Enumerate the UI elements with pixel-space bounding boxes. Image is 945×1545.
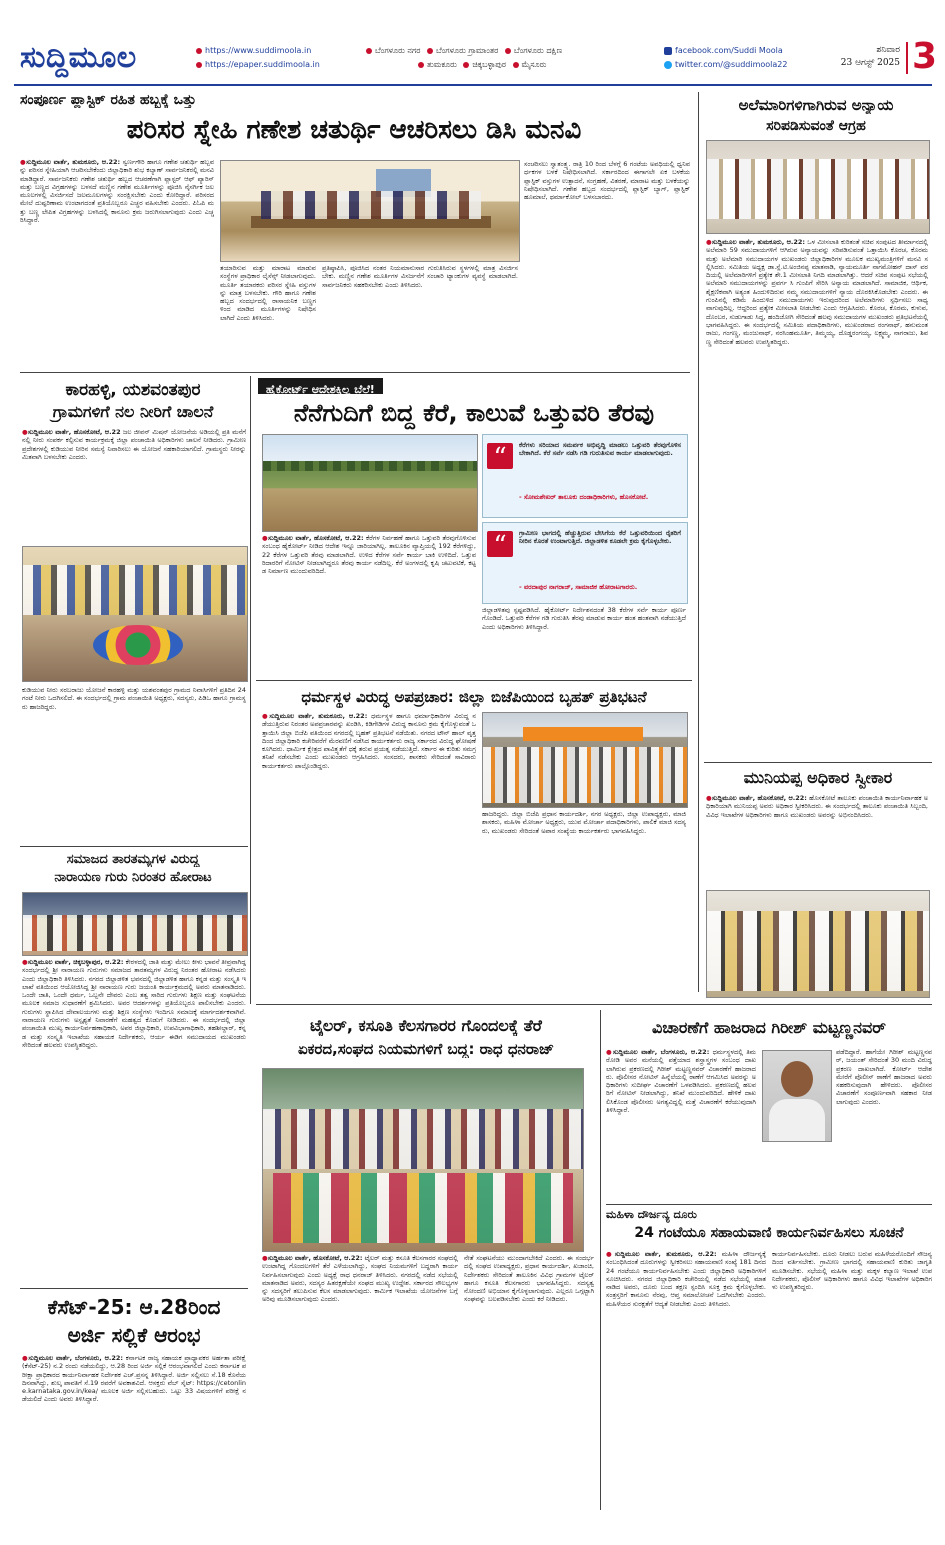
website-link[interactable]: https://www.suddimoola.in [205, 46, 312, 55]
ganesha-col2: ತಯಾರಿಸುವ ಮತ್ತು ಮಾರಾಟ ಮಾಡುವ ಸಂಸ್ಥೆಗಳ ಪ್ರಾಧಿಕಾರ ಲೈಸೆನ್ಸ್ ನೀಡಲಾಗುವುದು. ಮೂರ್ತಿ ತಯಾರಕರು ಪರಿಸರ ಸ್ನೇಹಿ ವಸ್ತುಗಳನ್ನು ಮಾತ್ರ ಬಳಸಬೇಕು. ಗೌರಿ ಹಾಗೂ ಗಣೇಶ ಹಬ್ಬದ ಸಂದರ್ಭದಲ್ಲಿ ರಾಸಾಯನಿಕ ಬಣ್ಣಗಳಿಂದ ಮಾಡಿದ ಮೂರ್ತಿಗಳನ್ನು ನಿಷೇಧಿಸಲಾಗಿದೆ ಎಂದು ತಿಳಿಸಿದರು. [220, 264, 316, 322]
quote2-author: - ವರದಾಪುರ ನಾಗರಾಜ್, ಸಾಮಾಜಿಕ ಹೋರಾಟಗಾರರು. [519, 583, 638, 591]
muniyappa-text: ಹೊಸಕೋಟೆ ತಾಲೂಕು ಪಂಚಾಯಿತಿ ಕಾರ್ಯನಿರ್ವಾಹಕ ಅಧಿಕಾರಿಯಾಗಿ ಮುನಿಯಪ್ಪ ಅವರು ಅಧಿಕಾರ ಸ್ವೀಕರಿಸಿದರು. ಈ ಸಂದರ್ಭದಲ್ಲಿ ತಾಲೂಕು ಪಂಚಾಯಿತಿ ಸಿಬ್ಬಂದಿ, ವಿವಿಧ ಇಲಾಖೆಗಳ ಅಧಿಕಾರಿಗಳು ಹಾಗೂ ಮುಖಂಡರು ಅವರನ್ನು ಅಭಿನಂದಿಸಿದರು. [706, 794, 928, 819]
masthead [14, 36, 938, 80]
helpline-headline: 24 ಗಂಟೆಯೂ ಸಹಾಯವಾಣಿ ಕಾರ್ಯನಿರ್ವಹಿಸಲು ಸೂಚನೆ [634, 1225, 904, 1241]
date: 23 ಆಗಸ್ಟ್ 2025 [840, 58, 900, 68]
rangoli-photo [22, 546, 248, 682]
quote-icon: “ [487, 531, 513, 557]
web-links [196, 44, 320, 72]
karahalli-byline: ಸುದ್ದಿಮೂಲ ವಾರ್ತೆ, ಹೊಸಕೋಟೆ, ಆ.22 [27, 428, 121, 436]
edition-item: ಬೆಂಗಳೂರು ದಕ್ಷಿಣ [513, 46, 563, 55]
girish-col2: ಪಡೆದಿದ್ದಾರೆ. ಹಾಗೆಯೇ ಗಿರೀಶ್ ಮಟ್ಟಣ್ಣನವರ್, ಜಯಂತ್ ಸೇರಿದಂತೆ 30 ಮಂದಿ ವಿರುದ್ಧ ಪ್ರಕರಣ ದಾಖಲಾಗಿದೆ. ಕೋರ್ಟ್ ಆದೇಶ ಮೇರೆಗೆ ಪೊಲೀಸ್ ಠಾಣೆಗೆ ಹಾಜರಾದ ಅವರು ಸಹಕರಿಸುವುದಾಗಿ ಹೇಳಿದರು. ಪೊಲೀಸರ ವಿಚಾರಣೆಗೆ ಸಂಪೂರ್ಣವಾಗಿ ಸಹಕಾರ ನೀಡಲಾಗುವುದು ಎಂದರು. [836, 1048, 932, 1106]
cet-headline-1: ಕೆಸೆಟ್-25: ಆ.28ರಿಂದ [47, 1295, 221, 1319]
edition-item: ಬೆಂಗಳೂರು ಗ್ರಾಮಾಂತರ [435, 46, 499, 55]
portrait-photo [762, 1050, 832, 1142]
helpline-text1: ಮಹಿಳಾ ದೌರ್ಜನ್ಯಕ್ಕೆ ಸಂಬಂಧಿಸಿದಂತೆ ದೂರುಗಳನ್ನು ಸ್ವೀಕರಿಸಲು ಸಹಾಯವಾಣಿ ಸಂಖ್ಯೆ 181 ದಿನದ 24 ಗಂಟೆಯೂ ಕಾರ್ಯನಿರ್ವಹಿಸಬೇಕು ಎಂದು ಜಿಲ್ಲಾಧಿಕಾರಿ ಅಧಿಕಾರಿಗಳಿಗೆ ಸೂಚಿಸಿದರು. ನಗರದ ಜಿಲ್ಲಾಧಿಕಾರಿ ಕಚೇರಿಯಲ್ಲಿ ನಡೆದ ಸಭೆಯಲ್ಲಿ ಮಾತನಾಡಿದ ಅವರು, ದೂರು ಬಂದ ತಕ್ಷಣ ಸ್ಪಂದಿಸಿ ಸೂಕ್ತ ಕ್ರಮ ಕೈಗೊಳ್ಳಬೇಕು. ಸಂತ್ರಸ್ತರಿಗೆ ಕಾನೂನು ನೆರವು, ಆಪ್ತ ಸಮಾಲೋಚನೆ ಒದಗಿಸಬೇಕು ಎಂದರು. ಮಹಿಳೆಯರ ಸುರಕ್ಷತೆಗೆ ಆದ್ಯತೆ ನೀಡಬೇಕು ಎಂದು ತಿಳಿಸಿದರು. [606, 1250, 766, 1308]
girish-col1: ●ಸುದ್ದಿಮೂಲ ವಾರ್ತೆ, ಬೆಂಗಳೂರು, ಆ.22: ಧರ್ಮಸ್ಥಳದಲ್ಲಿ ತಿಮರೋಡಿ ಅವರ ಮನೆಯಲ್ಲಿ ಪತ್ತೆಯಾದ ಶಸ್ತ್ರಾಸ್ತ್ರಗಳ ಸಂಬಂಧ ದಾಖಲಾಗಿರುವ ಪ್ರಕರಣದಲ್ಲಿ ಗಿರೀಶ್ ಮಟ್ಟಣ್ಣನವರ್ ವಿಚಾರಣೆಗೆ ಹಾಜರಾದರು. ಪೊಲೀಸರ ನೋಟಿಸ್ ಹಿನ್ನೆಲೆಯಲ್ಲಿ ಠಾಣೆಗೆ ಆಗಮಿಸಿದ ಅವರನ್ನು ಅಧಿಕಾರಿಗಳು ಸುದೀರ್ಘ ವಿಚಾರಣೆಗೆ ಒಳಪಡಿಸಿದರು. ಪ್ರಕರಣದಲ್ಲಿ ಹಲವರಿಗೆ ನೋಟಿಸ್ ನೀಡಲಾಗಿದ್ದು, ತನಿಖೆ ಮುಂದುವರಿದಿದೆ. ಹೇಳಿಕೆ ದಾಖಲಿಸಿಕೊಂಡ ಪೊಲೀಸರು ಅಗತ್ಯವಿದ್ದಲ್ಲಿ ಮತ್ತೆ ವಿಚಾರಣೆಗೆ ಕರೆಯುವುದಾಗಿ ತಿಳಿಸಿದ್ದಾರೆ. [606, 1048, 756, 1115]
protest-photo [482, 712, 688, 808]
editions [366, 44, 562, 72]
narayanaguru-text: ಕೇರಳದಲ್ಲಿ ಜಾತಿ ಮತ್ತು ಮೇಲು ಕೀಳು ಭಾವನೆ ತೀವ್ರವಾಗಿದ್ದ ಸಂದರ್ಭದಲ್ಲಿ ಶ್ರೀ ನಾರಾಯಣ ಗುರುಗಳು ಸಮಾಜದ ತಾರತಮ್ಯಗಳ ವಿರುದ್ಧ ನಿರಂತರ ಹೋರಾಟ ನಡೆಸಿದರು ಎಂದು ಜಿಲ್ಲಾಧಿಕಾರಿ ತಿಳಿಸಿದರು. ನಗರದ ಜಿಲ್ಲಾಡಳಿತ ಭವನದಲ್ಲಿ ಜಿಲ್ಲಾಡಳಿತ ಹಾಗೂ ಕನ್ನಡ ಮತ್ತು ಸಂಸ್ಕೃತಿ ಇಲಾಖೆ ವತಿಯಿಂದ ಆಯೋಜಿಸಿದ್ದ ಶ್ರೀ ನಾರಾಯಣ ಗುರು ಜಯಂತಿ ಕಾರ್ಯಕ್ರಮದಲ್ಲಿ ಅವರು ಮಾತನಾಡಿದರು. ಒಂದೇ ಜಾತಿ, ಒಂದೇ ಧರ್ಮ, ಒಬ್ಬನೇ ದೇವರು ಎಂಬ ತತ್ವ ಸಾರಿದ ಗುರುಗಳು ಶಿಕ್ಷಣ ಮತ್ತು ಸಂಘಟನೆಯ ಮೂಲಕ ಸಮಾಜ ಸುಧಾರಣೆಗೆ ಶ್ರಮಿಸಿದರು. ಅವರ ಆದರ್ಶಗಳನ್ನು ಪ್ರತಿಯೊಬ್ಬರೂ ಪಾಲಿಸಬೇಕು ಎಂದರು. ಗುರುಗಳು ಸ್ಥಾಪಿಸಿದ ದೇವಾಲಯಗಳು ಮತ್ತು ಶಿಕ್ಷಣ ಸಂಸ್ಥೆಗಳು ಇಂದಿಗೂ ಸಮಾಜಕ್ಕೆ ಮಾರ್ಗದರ್ಶಕವಾಗಿವೆ. ನಾರಾಯಣ ಗುರುಗಳು ಅಸ್ಪೃಶ್ಯತೆ ನಿವಾರಣೆಗೆ ಮಹತ್ವದ ಕೊಡುಗೆ ನೀಡಿದರು. ಈ ಸಂದರ್ಭದಲ್ಲಿ ಜಿಲ್ಲಾ ಪಂಚಾಯಿತಿ ಮುಖ್ಯ ಕಾರ್ಯನಿರ್ವಹಣಾಧಿಕಾರಿ, ಅಪರ ಜಿಲ್ಲಾಧಿಕಾರಿ, ಉಪವಿಭಾಗಾಧಿಕಾರಿ, ತಹಶೀಲ್ದಾರ್, ಕನ್ನಡ ಮತ್ತು ಸಂಸ್ಕೃತಿ ಇಲಾಖೆಯ ಸಹಾಯಕ ನಿರ್ದೇಶಕರು, ಆರ್ಯ ಈಡಿಗ ಸಮುದಾಯದ ಮುಖಂಡರು ಸೇರಿದಂತೆ ಹಲವರು ಉಪಸ್ಥಿತರಿದ್ದರು. [22, 958, 246, 1049]
day: ಶನಿವಾರ [876, 45, 900, 55]
karahalli-text1: ಜಲ ಜೀವನ್ ಮಿಷನ್ ಯೋಜನೆಯ ಅಡಿಯಲ್ಲಿ ಪ್ರತಿ ಮನೆಗೆ ನಲ್ಲಿ ನೀರು ಸಂಪರ್ಕ ಕಲ್ಪಿಸುವ ಕಾರ್ಯಕ್ರಮಕ್ಕೆ ಜಿಲ್ಲಾ ಪಂಚಾಯಿತಿ ಅಧಿಕಾರಿಗಳು ಚಾಲನೆ ನೀಡಿದರು. ಗ್ರಾಮೀಣ ಪ್ರದೇಶಗಳಲ್ಲಿ ಕುಡಿಯುವ ನೀರಿನ ಸಮಸ್ಯೆ ನಿವಾರಿಸಲು ಈ ಯೋಜನೆ ಸಹಕಾರಿಯಾಗಲಿದೆ. ಗ್ರಾಮಸ್ಥರು ನೀರನ್ನು ಮಿತವಾಗಿ ಬಳಸಬೇಕು ಎಂದರು. [22, 428, 246, 461]
ganesha-col4: ಸಂಚರಿಸಲು ಸ್ವಾತಂತ್ರ್ಯ. ರಾತ್ರಿ 10 ರಿಂದ ಬೆಳಗ್ಗೆ 6 ಗಂಟೆಯ ಅವಧಿಯಲ್ಲಿ ಧ್ವನಿವರ್ಧಕಗಳ ಬಳಕೆ ನಿಷೇಧಿಸಲಾಗಿದೆ. ಸರ್ಕಾರದಿಂದ ಈಗಾಗಲೇ ಏಕ ಬಳಕೆಯ ಪ್ಲಾಸ್ಟಿಕ್ ವಸ್ತುಗಳ ಉತ್ಪಾದನೆ, ಸಂಗ್ರಹಣೆ, ವಿತರಣೆ, ಮಾರಾಟ ಮತ್ತು ಬಳಕೆಯನ್ನು ನಿಷೇಧಿಸಲಾಗಿದೆ. ಗಣೇಶ ಹಬ್ಬದ ಸಂದರ್ಭದಲ್ಲಿ ಪ್ಲಾಸ್ಟಿಕ್ ಬ್ಯಾಗ್, ಪ್ಲಾಸ್ಟಿಕ್ ಹೂಮಾಲೆ, ಥರ್ಮಾಕೋಲ್ ಬಳಸಬಾರದು. [524, 160, 690, 202]
karahalli-text2: ಕುಡಿಯುವ ನೀರು ಸರಬರಾಜು ಯೋಜನೆ ಕಾರಹಳ್ಳಿ ಮತ್ತು ಯಶವಂತಪುರ ಗ್ರಾಮದ ನಿವಾಸಿಗಳಿಗೆ ಪ್ರತಿದಿನ 24 ಗಂಟೆ ನೀರು ಒದಗಿಸಲಿದೆ. ಈ ಸಂದರ್ಭದಲ್ಲಿ ಗ್ರಾಮ ಪಂಚಾಯಿತಿ ಅಧ್ಯಕ್ಷರು, ಸದಸ್ಯರು, ಪಿಡಿಒ ಹಾಗೂ ಗ್ರಾಮಸ್ಥರು ಹಾಜರಿದ್ದರು. [22, 686, 246, 711]
ganesha-text-col1: ಸ್ವರ್ಣಗೌರಿ ಹಾಗೂ ಗಣೇಶ ಚತುರ್ಥಿ ಹಬ್ಬವನ್ನು ಪರಿಸರ ಸ್ನೇಹಿಯಾಗಿ ಆಚರಿಸಬೇಕೆಂದು ಜಿಲ್ಲಾಧಿಕಾರಿ ಶುಭ ಕಲ್ಯಾಣ್ ಸಾರ್ವಜನಿಕರಲ್ಲಿ ಮನವಿ ಮಾಡಿದ್ದಾರೆ. ಸಾರ್ವಜನಿಕರು ಗಣೇಶ ಚತುರ್ಥಿ ಹಬ್ಬದ ಆಚರಣೆಗಾಗಿ ಪ್ಲಾಸ್ಟರ್ ಆಫ್ ಪ್ಯಾರಿಸ್ ಮತ್ತು ಬಣ್ಣದ ವಿಗ್ರಹಗಳನ್ನು ಬಳಸದೆ ಮಣ್ಣಿನ ಗಣೇಶ ಮೂರ್ತಿಗಳನ್ನು ಪೂಜಿಸಿ ನೈಸರ್ಗಿಕ ಜಲಮೂಲಗಳಲ್ಲಿ ವಿಸರ್ಜಿಸದೆ ಜಲಮೂಲಗಳನ್ನು ಸಂರಕ್ಷಿಸಬೇಕು ಎಂದು ಕೋರಿದ್ದಾರೆ. ಪರಿಸರದ ಮೇಲೆ ದುಷ್ಪರಿಣಾಮ ಉಂಟಾಗದಂತೆ ಪ್ರತಿಯೊಬ್ಬರೂ ಎಚ್ಚರ ವಹಿಸಬೇಕು ಎಂದರು. ಪಿಓಪಿ ಮತ್ತು ಬಣ್ಣ ಲೇಪಿತ ವಿಗ್ರಹಗಳನ್ನು ಬಳಸಿದಲ್ಲಿ ಕಾನೂನು ಕ್ರಮ ಜರುಗಿಸಲಾಗುವುದು ಎಂದು ಎಚ್ಚರಿಸಿದ್ದಾರೆ. [20, 158, 214, 225]
edition-item: ಬೆಂಗಳೂರು ನಗರ [375, 46, 421, 55]
masthead-rule [14, 84, 932, 86]
felicitation-people [707, 911, 929, 991]
tailors-headline-1: ಟೈಲರ್, ಕಸೂತಿ ಕೆಲಸಗಾರರ ಗೊಂದಲಕ್ಕೆ ತೆರೆ [310, 1016, 542, 1035]
felicitation-photo [706, 890, 930, 998]
rule-tailors-right [600, 1010, 601, 1510]
tailors-byline: ಸುದ್ದಿಮೂಲ ವಾರ್ತೆ, ಹೊಸಕೋಟೆ, ಆ.22: [267, 1254, 363, 1262]
rule-karahalli [20, 846, 248, 847]
facebook-link[interactable]: facebook.com/Suddi Moola [675, 46, 783, 55]
ganesha-col1: ●ಸುದ್ದಿಮೂಲ ವಾರ್ತೆ, ತುಮಕೂರು, ಆ.22: ಸ್ವರ್ಣಗೌರಿ ಹಾಗೂ ಗಣೇಶ ಚತುರ್ಥಿ ಹಬ್ಬವನ್ನು ಪರಿಸರ ಸ್ನೇಹಿಯಾಗಿ ಆಚರಿಸಬೇಕೆಂದು ಜಿಲ್ಲಾಧಿಕಾರಿ ಶುಭ ಕಲ್ಯಾಣ್ ಸಾರ್ವಜನಿಕರಲ್ಲಿ ಮನವಿ ಮಾಡಿದ್ದಾರೆ. ಸಾರ್ವಜನಿಕರು ಗಣೇಶ ಚತುರ್ಥಿ ಹಬ್ಬದ ಆಚರಣೆಗಾಗಿ ಪ್ಲಾಸ್ಟರ್ ಆಫ್ ಪ್ಯಾರಿಸ್ ಮತ್ತು ಬಣ್ಣದ ವಿಗ್ರಹಗಳನ್ನು ಬಳಸದೆ ಮಣ್ಣಿನ ಗಣೇಶ ಮೂರ್ತಿಗಳನ್ನು ಪೂಜಿಸಿ ನೈಸರ್ಗಿಕ ಜಲಮೂಲಗಳಲ್ಲಿ ವಿಸರ್ಜಿಸದೆ ಜಲಮೂಲಗಳನ್ನು ಸಂರಕ್ಷಿಸಬೇಕು ಎಂದು ಕೋರಿದ್ದಾರೆ. ಪರಿಸರದ ಮೇಲೆ ದುಷ್ಪರಿಣಾಮ ಉಂಟಾಗದಂತೆ ಪ್ರತಿಯೊಬ್ಬರೂ ಎಚ್ಚರ ವಹಿಸಬೇಕು ಎಂದರು. ಪಿಓಪಿ ಮತ್ತು ಬಣ್ಣ ಲೇಪಿತ ವಿಗ್ರಹಗಳನ್ನು ಬಳಸಿದಲ್ಲಿ ಕಾನೂನು ಕ್ರಮ ಜರುಗಿಸಲಾಗುವುದು ಎಂದು ಎಚ್ಚರಿಸಿದ್ದಾರೆ. [20, 158, 214, 225]
cet-col: ●ಸುದ್ದಿಮೂಲ ವಾರ್ತೆ, ಬೆಂಗಳೂರು, ಆ.22: ಕರ್ನಾಟಕ ರಾಜ್ಯ ಸಹಾಯಕ ಪ್ರಾಧ್ಯಾಪಕರ ಅರ್ಹತಾ ಪರೀಕ್ಷೆ (ಕೆಸೆಟ್-25) ನ.2 ರಂದು ನಡೆಯಲಿದ್ದು, ಆ.28 ರಿಂದ ಅರ್ಜಿ ಸಲ್ಲಿಕೆ ಆರಂಭವಾಗಲಿದೆ ಎಂದು ಕರ್ನಾಟಕ ಪರೀಕ್ಷಾ ಪ್ರಾಧಿಕಾರದ ಕಾರ್ಯನಿರ್ವಾಹಕ ನಿರ್ದೇಶಕ ಎಚ್.ಪ್ರಸನ್ನ ತಿಳಿಸಿದ್ದಾರೆ. ಅರ್ಜಿ ಸಲ್ಲಿಸಲು ಸೆ.18 ಕೊನೆಯ ದಿನವಾಗಿದ್ದು, ಶುಲ್ಕ ಪಾವತಿಗೆ ಸೆ.19 ರವರೆಗೆ ಅವಕಾಶವಿದೆ. ಆಸಕ್ತರು ವೆಬ್ ಸೈಟ್: https://cetonline.karnataka.gov.in/kea/ ಮೂಲಕ ಅರ್ಜಿ ಸಲ್ಲಿಸಬಹುದು. ಒಟ್ಟು 33 ವಿಷಯಗಳಿಗೆ ಪರೀಕ್ಷೆ ನಡೆಯಲಿದೆ ಎಂದು ಅವರು ತಿಳಿಸಿದ್ದಾರೆ. [22, 1354, 246, 1404]
quote2-text: ಗ್ರಾಮೀಣ ಭಾಗದಲ್ಲಿ ಹೆಚ್ಚುತ್ತಿರುವ ಬೇಸಿಗೆಯ ಕೆರೆ ಒತ್ತುವರಿಯಿಂದ ರೈತರಿಗೆ ನೀರಿನ ಕೊರತೆ ಉಂಟಾಗುತ್ತಿದೆ. ಜಿಲ್ಲಾಡಳಿತ ಕೂಡಲೇ ಕ್ರಮ ಕೈಗೊಳ್ಳಬೇಕು. [519, 529, 681, 546]
cet-headline-2: ಅರ್ಜಿ ಸಲ್ಲಿಕೆ ಆರಂಭ [67, 1323, 201, 1347]
lake-kicker [258, 378, 383, 394]
dharmasthala-byline: ಸುದ್ದಿಮೂಲ ವಾರ್ತೆ, ತುಮಕೂರು, ಆ.22: [269, 712, 368, 720]
epaper-icon [196, 62, 202, 68]
edition-item: ತುಮಕೂರು [427, 60, 457, 69]
globe-icon [196, 48, 202, 54]
jayanti-photo [22, 892, 248, 956]
rule-lake [256, 680, 692, 681]
social-links [664, 44, 787, 72]
lake-text1: ಕೆರೆಗಳ ನಿರ್ವಹಣೆ ಹಾಗೂ ಒತ್ತುವರಿ ತೆರವುಗೊಳಿಸುವ ಸಂಬಂಧ ಹೈಕೋರ್ಟ್ ನೀಡಿದ ಆದೇಶ ಇನ್ನೂ ಜಾರಿಯಾಗಿಲ್ಲ. ತಾಲೂಕಿನ ವ್ಯಾಪ್ತಿಯಲ್ಲಿ 192 ಕೆರೆಗಳಿದ್ದು, 22 ಕೆರೆಗಳ ಒತ್ತುವರಿ ತೆರವು ಮಾಡಲಾಗಿದೆ. ಉಳಿದ ಕೆರೆಗಳ ಸರ್ವೆ ಕಾರ್ಯ ಬಾಕಿ ಉಳಿದಿದೆ. ಒತ್ತುವರಿದಾರರಿಗೆ ನೋಟಿಸ್ ನೀಡಲಾಗಿದ್ದರೂ ತೆರವು ಕಾರ್ಯ ನಡೆದಿಲ್ಲ. ಕೆರೆ ಅಂಗಳದಲ್ಲಿ ಕೃಷಿ ಚಟುವಟಿಕೆ, ಕಟ್ಟಡ ನಿರ್ಮಾಣ ಮುಂದುವರಿದಿದೆ. [262, 534, 476, 576]
rule-muniyappa [704, 762, 932, 763]
portrait-face [781, 1061, 813, 1097]
girish-byline: ಸುದ್ದಿಮೂಲ ವಾರ್ತೆ, ಬೆಂಗಳೂರು, ಆ.22: [612, 1048, 710, 1056]
twitter-icon [664, 61, 672, 69]
bullet-icon [418, 62, 424, 68]
injustice-byline: ಸುದ್ದಿಮೂಲ ವಾರ್ತೆ, ತುಮಕೂರು, ಆ.22: [711, 238, 806, 246]
helpline-kicker: ಮಹಿಳಾ ದೌರ್ಜನ್ಯ ದೂರು [606, 1208, 697, 1221]
tailors-back-row [263, 1109, 583, 1169]
injustice-body: ●ಸುದ್ದಿಮೂಲ ವಾರ್ತೆ, ತುಮಕೂರು, ಆ.22: ಒಳ ಮೀಸಲಾತಿ ಕುರಿತಂತೆ ಸಚಿವ ಸಂಪುಟದ ತೀರ್ಮಾನದಲ್ಲಿ ಅಲೆಮಾರಿ 59 ಸಮುದಾಯಗಳಿಗೆ ಆಗಿರುವ ಅನ್ಯಾಯವನ್ನು ಸರಿಪಡಿಸುವಂತೆ ಒತ್ತಾಯಿಸಿ ಕೊರಚ, ಕೊರಮ ಮತ್ತು ಅಲೆಮಾರಿ ಸಮುದಾಯಗಳ ಮುಖಂಡರು ಜಿಲ್ಲಾಧಿಕಾರಿಗಳ ಮೂಲಕ ಮುಖ್ಯಮಂತ್ರಿಗಳಿಗೆ ಮನವಿ ಸಲ್ಲಿಸಿದರು. ಸಮಿತಿಯ ಅಧ್ಯಕ್ಷ ಡಾ.ಸ್ಲೆ.ಟಿ.ಅಂಜಿನಪ್ಪ ಮಾತನಾಡಿ, ನ್ಯಾಯಮೂರ್ತಿ ನಾಗಮೋಹನ್ ದಾಸ್ ವರದಿಯಲ್ಲಿ ಅಲೆಮಾರಿಗಳಿಗೆ ಪ್ರತ್ಯೇಕ ಶೇ.1 ಮೀಸಲಾತಿ ನಿಗದಿ ಮಾಡಲಾಗಿತ್ತು. ಆದರೆ ಸಚಿವ ಸಂಪುಟ ಸಭೆಯಲ್ಲಿ ಅಲೆಮಾರಿ ಸಮುದಾಯಗಳನ್ನು ಪ್ರವರ್ಗ ಸಿ ಗುಂಪಿಗೆ ಸೇರಿಸಿ ಅನ್ಯಾಯ ಮಾಡಲಾಗಿದೆ. ಸಾಮಾಜಿಕ, ಆರ್ಥಿಕ, ಶೈಕ್ಷಣಿಕವಾಗಿ ಅತ್ಯಂತ ಹಿಂದುಳಿದಿರುವ ನಮ್ಮ ಸಮುದಾಯಗಳಿಗೆ ನ್ಯಾಯ ದೊರಕಿಸಿಕೊಡಬೇಕು ಎಂದರು. ಈ ಗುಂಪಿನಲ್ಲಿ ಕಡಿಮೆ ಹಿಂದುಳಿದ ಸಮುದಾಯಗಳು ಇರುವುದರಿಂದ ಅಲೆಮಾರಿಗಳು ಸ್ಪರ್ಧಿಸಲು ಸಾಧ್ಯವಾಗುವುದಿಲ್ಲ. ಆದ್ದರಿಂದ ಪ್ರತ್ಯೇಕ ಮೀಸಲಾತಿ ನೀಡಬೇಕು ಎಂದು ಆಗ್ರಹಿಸಿದರು. ಕೊರಚ, ಕೊರಮ, ಕುಳುವ, ದೊಂಬರ, ಸುಡುಗಾಡು ಸಿದ್ಧ, ಹಂದಿಜೋಗಿ ಸೇರಿದಂತೆ ಹಲವು ಸಮುದಾಯಗಳ ಮುಖಂಡರು ಪ್ರತಿಭಟನೆಯಲ್ಲಿ ಭಾಗವಹಿಸಿದ್ದರು. ಈ ಸಂದರ್ಭದಲ್ಲಿ ಸಮಿತಿಯ ಪದಾಧಿಕಾರಿಗಳು, ಮುಖಂಡರಾದ ರಂಗನಾಥ್, ಹನುಮಂತರಾಜು, ಗಂಗಣ್ಣ, ಮಂಜುನಾಥ್, ನರಸಿಂಹಮೂರ್ತಿ, ತಿಮ್ಮಯ್ಯ, ದೊಡ್ಡರಂಗಯ್ಯ, ಲಕ್ಷ್ಮಮ್ಮ, ನಾಗರಾಜು, ಶಿವಣ್ಣ ಸೇರಿದಂತೆ ಹಲವರು ಉಪಸ್ಥಿತರಿದ್ದರು. [706, 238, 928, 346]
epaper-link[interactable]: https://epaper.suddimoola.in [205, 60, 320, 69]
rule-top-section [20, 372, 690, 373]
lake-col2: ಜಿಲ್ಲಾಡಳಿತವು ಸ್ಪಷ್ಟಪಡಿಸಿದೆ. ಹೈಕೋರ್ಟ್ ನಿರ್ದೇಶನದಂತೆ 38 ಕೆರೆಗಳ ಸರ್ವೆ ಕಾರ್ಯ ಪೂರ್ಣಗೊಂಡಿದೆ. ಒತ್ತುವರಿ ಕೆರೆಗಳ ಗಡಿ ಗುರುತಿಸಿ ತೆರವು ಮಾಡುವ ಕಾರ್ಯ ಹಂತ ಹಂತವಾಗಿ ನಡೆಯುತ್ತಿದೆ ಎಂದು ಅಧಿಕಾರಿಗಳು ತಿಳಿಸಿದ್ದಾರೆ. [482, 606, 686, 631]
tailors-col2: ನೇತೆ ಸಂಘಟನೆಯು ಮುಂದಾಗಬೇಕಿದೆ ಎಂದರು. ಈ ಸಂದರ್ಭದಲ್ಲಿ ಸಂಘದ ಉಪಾಧ್ಯಕ್ಷರು, ಪ್ರಧಾನ ಕಾರ್ಯದರ್ಶಿ, ಖಜಾಂಚಿ, ನಿರ್ದೇಶಕರು ಸೇರಿದಂತೆ ತಾಲೂಕಿನ ವಿವಿಧ ಗ್ರಾಮಗಳ ಟೈಲರ್ ಹಾಗೂ ಕಸೂತಿ ಕೆಲಸಗಾರರು ಭಾಗವಹಿಸಿದ್ದರು. ಸದಸ್ಯತ್ವ ನೋಂದಣಿ ಅಭಿಯಾನ ಕೈಗೊಳ್ಳಲಾಗುವುದು. ಎಲ್ಲರೂ ಒಗ್ಗಟ್ಟಾಗಿ ಸಂಘವನ್ನು ಬಲಪಡಿಸಬೇಕು ಎಂದು ಕರೆ ನೀಡಿದರು. [464, 1254, 594, 1304]
edition-item: ಮೈಸೂರು [521, 60, 547, 69]
protest-banner [523, 727, 643, 741]
lake-col1: ●ಸುದ್ದಿಮೂಲ ವಾರ್ತೆ, ಹೊಸಕೋಟೆ, ಆ.22: ಕೆರೆಗಳ ನಿರ್ವಹಣೆ ಹಾಗೂ ಒತ್ತುವರಿ ತೆರವುಗೊಳಿಸುವ ಸಂಬಂಧ ಹೈಕೋರ್ಟ್ ನೀಡಿದ ಆದೇಶ ಇನ್ನೂ ಜಾರಿಯಾಗಿಲ್ಲ. ತಾಲೂಕಿನ ವ್ಯಾಪ್ತಿಯಲ್ಲಿ 192 ಕೆರೆಗಳಿದ್ದು, 22 ಕೆರೆಗಳ ಒತ್ತುವರಿ ತೆರವು ಮಾಡಲಾಗಿದೆ. ಉಳಿದ ಕೆರೆಗಳ ಸರ್ವೆ ಕಾರ್ಯ ಬಾಕಿ ಉಳಿದಿದೆ. ಒತ್ತುವರಿದಾರರಿಗೆ ನೋಟಿಸ್ ನೀಡಲಾಗಿದ್ದರೂ ತೆರವು ಕಾರ್ಯ ನಡೆದಿಲ್ಲ. ಕೆರೆ ಅಂಗಳದಲ್ಲಿ ಕೃಷಿ ಚಟುವಟಿಕೆ, ಕಟ್ಟಡ ನಿರ್ಮಾಣ ಮುಂದುವರಿದಿದೆ. [262, 534, 476, 576]
page-divider [906, 42, 908, 74]
narayanaguru-headline-1: ಸಮಾಜದ ತಾರತಮ್ಯಗಳ ವಿರುದ್ಧ [66, 852, 200, 867]
muniyappa-col: ●ಸುದ್ದಿಮೂಲ ವಾರ್ತೆ, ಹೊಸಕೋಟೆ, ಆ.22: ಹೊಸಕೋಟೆ ತಾಲೂಕು ಪಂಚಾಯಿತಿ ಕಾರ್ಯನಿರ್ವಾಹಕ ಅಧಿಕಾರಿಯಾಗಿ ಮುನಿಯಪ್ಪ ಅವರು ಅಧಿಕಾರ ಸ್ವೀಕರಿಸಿದರು. ಈ ಸಂದರ್ಭದಲ್ಲಿ ತಾಲೂಕು ಪಂಚಾಯಿತಿ ಸಿಬ್ಬಂದಿ, ವಿವಿಧ ಇಲಾಖೆಗಳ ಅಧಿಕಾರಿಗಳು ಹಾಗೂ ಮುಖಂಡರು ಅವರನ್ನು ಅಭಿನಂದಿಸಿದರು. [706, 794, 928, 819]
dharmasthala-text1: ಧರ್ಮಸ್ಥಳ ಹಾಗೂ ಧರ್ಮಾಧಿಕಾರಿಗಳ ವಿರುದ್ಧ ನಡೆಯುತ್ತಿರುವ ನಿರಂತರ ಅಪಪ್ರಚಾರವನ್ನು ಖಂಡಿಸಿ, ಕಿಡಿಗೇಡಿಗಳ ವಿರುದ್ಧ ಕಾನೂನು ಕ್ರಮ ಕೈಗೊಳ್ಳುವಂತೆ ಒತ್ತಾಯಿಸಿ ಜಿಲ್ಲಾ ಬಿಜೆಪಿ ವತಿಯಿಂದ ನಗರದಲ್ಲಿ ಬೃಹತ್ ಪ್ರತಿಭಟನೆ ನಡೆಯಿತು. ನಗರದ ಟೌನ್ ಹಾಲ್ ವೃತ್ತದಿಂದ ಜಿಲ್ಲಾಧಿಕಾರಿ ಕಚೇರಿವರೆಗೆ ಮೆರವಣಿಗೆ ನಡೆಸಿದ ಕಾರ್ಯಕರ್ತರು ರಾಜ್ಯ ಸರ್ಕಾರದ ವಿರುದ್ಧ ಘೋಷಣೆ ಕೂಗಿದರು. ಧಾರ್ಮಿಕ ಕ್ಷೇತ್ರದ ಪಾವಿತ್ರ್ಯತೆಗೆ ಧಕ್ಕೆ ತರುವ ಪ್ರಯತ್ನ ನಡೆಯುತ್ತಿದೆ. ಸರ್ಕಾರ ಈ ಕುರಿತು ಸಮಗ್ರ ತನಿಖೆ ನಡೆಸಬೇಕು ಎಂದು ಮುಖಂಡರು ಆಗ್ರಹಿಸಿದರು. ಸಂಸದರು, ಶಾಸಕರು ಸೇರಿದಂತೆ ಸಾವಿರಾರು ಕಾರ್ಯಕರ್ತರು ಪಾಲ್ಗೊಂಡಿದ್ದರು. [262, 712, 476, 770]
muniyappa-headline: ಮುನಿಯಪ್ಪ ಅಧಿಕಾರ ಸ್ವೀಕಾರ [743, 768, 893, 787]
tailors-headline-2: ಏಕರದ,ಸಂಘದ ನಿಯಮಗಳಿಗೆ ಬದ್ಧ: ರಾಧ ಧನರಾಜ್ [297, 1040, 555, 1058]
edition-item: ಚಿಕ್ಕಬಳ್ಳಾಪುರ [472, 60, 506, 69]
muniyappa-byline: ಸುದ್ದಿಮೂಲ ವಾರ್ತೆ, ಹೊಸಕೋಟೆ, ಆ.22: [711, 794, 807, 802]
page-number: 3 [912, 36, 938, 77]
dharmasthala-headline: ಧರ್ಮಸ್ಥಳ ವಿರುದ್ಧ ಅಪಪ್ರಚಾರ: ಜಿಲ್ಲಾ ಬಿಜೆಪಿಯಿಂದ ಬೃಹತ್ ಪ್ರತಿಭಟನೆ [301, 688, 647, 706]
portrait-body [769, 1099, 825, 1141]
ganesha-col3: ಪ್ರತಿಷ್ಠಾಪಿಸಿ, ಪೂಜಿಸಿದ ನಂತರ ನಿಯಮಾನುಸಾರ ಗುರುತಿಸಿರುವ ಸ್ಥಳಗಳಲ್ಲಿ ಮಾತ್ರ ವಿಸರ್ಜಿಸಬೇಕು. ಮಣ್ಣಿನ ಗಣೇಶ ಮೂರ್ತಿಗಳ ವಿಸರ್ಜನೆಗೆ ಸಂಚಾರಿ ಟ್ಯಾಂಕುಗಳ ವ್ಯವಸ್ಥೆ ಮಾಡಲಾಗಿದೆ. ಸಾರ್ವಜನಿಕರು ಸಹಕರಿಸಬೇಕು ಎಂದು ತಿಳಿಸಿದರು. [322, 264, 518, 289]
injustice-headline-2: ಸರಿಪಡಿಸುವಂತೆ ಆಗ್ರಹ [766, 118, 866, 134]
quote-box-1 [482, 434, 688, 518]
logo: ಸುದ್ದಿಮೂಲ [20, 40, 137, 75]
narayanaguru-byline: ಸುದ್ದಿಮೂಲ ವಾರ್ತೆ, ಚಿಕ್ಕಬಳ್ಳಾಪುರ, ಆ.22: [27, 958, 124, 966]
ganesha-headline: ಪರಿಸರ ಸ್ನೇಹಿ ಗಣೇಶ ಚತುರ್ಥಿ ಆಚರಿಸಲು ಡಿಸಿ ಮನವಿ [126, 115, 582, 145]
quote1-text: ಕೆರೆಗಳು ಸರಿಯಾದ ಸಮರ್ಪಕ ಅಭಿವೃದ್ಧಿ ಮಾಡಲು ಒತ್ತುವರಿ ತೆರವುಗೊಳಿಸಬೇಕಾಗಿದೆ. ಕೆರೆ ಸರ್ವೆ ನಡೆಸಿ ಗಡಿ ಗುರುತಿಸುವ ಕಾರ್ಯ ಮಾಡಲಾಗುವುದು. [519, 441, 681, 458]
bullet-icon [366, 48, 372, 54]
quote-icon: “ [487, 443, 513, 469]
tailors-col1: ●ಸುದ್ದಿಮೂಲ ವಾರ್ತೆ, ಹೊಸಕೋಟೆ, ಆ.22: ಟೈಲರ್ ಮತ್ತು ಕಸೂತಿ ಕೆಲಸಗಾರರ ಸಂಘದಲ್ಲಿ ಉಂಟಾಗಿದ್ದ ಗೊಂದಲಗಳಿಗೆ ತೆರೆ ಎಳೆಯಲಾಗಿದ್ದು, ಸಂಘದ ನಿಯಮಗಳಿಗೆ ಬದ್ಧರಾಗಿ ಕಾರ್ಯನಿರ್ವಹಿಸಲಾಗುವುದು ಎಂದು ಅಧ್ಯಕ್ಷೆ ರಾಧ ಧನರಾಜ್ ತಿಳಿಸಿದರು. ನಗರದಲ್ಲಿ ನಡೆದ ಸಭೆಯಲ್ಲಿ ಮಾತನಾಡಿದ ಅವರು, ಸದಸ್ಯರ ಹಿತರಕ್ಷಣೆಯೇ ಸಂಘದ ಮುಖ್ಯ ಉದ್ದೇಶ. ಸರ್ಕಾರದ ಸೌಲಭ್ಯಗಳನ್ನು ಸದಸ್ಯರಿಗೆ ತಲುಪಿಸುವ ಕೆಲಸ ಮಾಡಲಾಗುವುದು. ಕಾರ್ಮಿಕ ಇಲಾಖೆಯ ಯೋಜನೆಗಳ ಬಗ್ಗೆ ಅರಿವು ಮೂಡಿಸಲಾಗುವುದು ಎಂದರು. [262, 1254, 458, 1304]
ganesha-byline: ಸುದ್ದಿಮೂಲ ವಾರ್ತೆ, ತುಮಕೂರು, ಆ.22: [26, 158, 121, 166]
cet-byline: ಸುದ್ದಿಮೂಲ ವಾರ್ತೆ, ಬೆಂಗಳೂರು, ಆ.22: [28, 1354, 124, 1362]
helpline-col2: ಕಾರ್ಯನಿರ್ವಹಿಸಬೇಕು. ದೂರು ನೀಡಲು ಬರುವ ಮಹಿಳೆಯರೊಂದಿಗೆ ಸೌಜನ್ಯದಿಂದ ವರ್ತಿಸಬೇಕು. ಗ್ರಾಮೀಣ ಭಾಗದಲ್ಲಿ ಸಹಾಯವಾಣಿ ಕುರಿತು ಜಾಗೃತಿ ಮೂಡಿಸಬೇಕು. ಸಭೆಯಲ್ಲಿ ಮಹಿಳಾ ಮತ್ತು ಮಕ್ಕಳ ಕಲ್ಯಾಣ ಇಲಾಖೆ ಉಪನಿರ್ದೇಶಕರು, ಪೊಲೀಸ್ ಅಧಿಕಾರಿಗಳು ಹಾಗೂ ವಿವಿಧ ಇಲಾಖೆಗಳ ಅಧಿಕಾರಿಗಳು ಉಪಸ್ಥಿತರಿದ್ದರು. [772, 1250, 932, 1292]
karahalli-headline-1: ಕಾರಹಳ್ಳಿ, ಯಶವಂತಪುರ [65, 380, 201, 400]
tailors-front-row [273, 1173, 573, 1243]
narayanaguru-col: ●ಸುದ್ದಿಮೂಲ ವಾರ್ತೆ, ಚಿಕ್ಕಬಳ್ಳಾಪುರ, ಆ.22: ಕೇರಳದಲ್ಲಿ ಜಾತಿ ಮತ್ತು ಮೇಲು ಕೀಳು ಭಾವನೆ ತೀವ್ರವಾಗಿದ್ದ ಸಂದರ್ಭದಲ್ಲಿ ಶ್ರೀ ನಾರಾಯಣ ಗುರುಗಳು ಸಮಾಜದ ತಾರತಮ್ಯಗಳ ವಿರುದ್ಧ ನಿರಂತರ ಹೋರಾಟ ನಡೆಸಿದರು ಎಂದು ಜಿಲ್ಲಾಧಿಕಾರಿ ತಿಳಿಸಿದರು. ನಗರದ ಜಿಲ್ಲಾಡಳಿತ ಭವನದಲ್ಲಿ ಜಿಲ್ಲಾಡಳಿತ ಹಾಗೂ ಕನ್ನಡ ಮತ್ತು ಸಂಸ್ಕೃತಿ ಇಲಾಖೆ ವತಿಯಿಂದ ಆಯೋಜಿಸಿದ್ದ ಶ್ರೀ ನಾರಾಯಣ ಗುರು ಜಯಂತಿ ಕಾರ್ಯಕ್ರಮದಲ್ಲಿ ಅವರು ಮಾತನಾಡಿದರು. ಒಂದೇ ಜಾತಿ, ಒಂದೇ ಧರ್ಮ, ಒಬ್ಬನೇ ದೇವರು ಎಂಬ ತತ್ವ ಸಾರಿದ ಗುರುಗಳು ಶಿಕ್ಷಣ ಮತ್ತು ಸಂಘಟನೆಯ ಮೂಲಕ ಸಮಾಜ ಸುಧಾರಣೆಗೆ ಶ್ರಮಿಸಿದರು. ಅವರ ಆದರ್ಶಗಳನ್ನು ಪ್ರತಿಯೊಬ್ಬರೂ ಪಾಲಿಸಬೇಕು ಎಂದರು. ಗುರುಗಳು ಸ್ಥಾಪಿಸಿದ ದೇವಾಲಯಗಳು ಮತ್ತು ಶಿಕ್ಷಣ ಸಂಸ್ಥೆಗಳು ಇಂದಿಗೂ ಸಮಾಜಕ್ಕೆ ಮಾರ್ಗದರ್ಶಕವಾಗಿವೆ. ನಾರಾಯಣ ಗುರುಗಳು ಅಸ್ಪೃಶ್ಯತೆ ನಿವಾರಣೆಗೆ ಮಹತ್ವದ ಕೊಡುಗೆ ನೀಡಿದರು. ಈ ಸಂದರ್ಭದಲ್ಲಿ ಜಿಲ್ಲಾ ಪಂಚಾಯಿತಿ ಮುಖ್ಯ ಕಾರ್ಯನಿರ್ವಹಣಾಧಿಕಾರಿ, ಅಪರ ಜಿಲ್ಲಾಧಿಕಾರಿ, ಉಪವಿಭಾಗಾಧಿಕಾರಿ, ತಹಶೀಲ್ದಾರ್, ಕನ್ನಡ ಮತ್ತು ಸಂಸ್ಕೃತಿ ಇಲಾಖೆಯ ಸಹಾಯಕ ನಿರ್ದೇಶಕರು, ಆರ್ಯ ಈಡಿಗ ಸಮುದಾಯದ ಮುಖಂಡರು ಸೇರಿದಂತೆ ಹಲವರು ಉಪಸ್ಥಿತರಿದ್ದರು. [22, 958, 246, 1049]
dharmasthala-col2: ಹಾಜರಿದ್ದರು. ಜಿಲ್ಲಾ ಬಿಜೆಪಿ ಪ್ರಧಾನ ಕಾರ್ಯದರ್ಶಿ, ನಗರ ಅಧ್ಯಕ್ಷರು, ಜಿಲ್ಲಾ ಉಪಾಧ್ಯಕ್ಷರು, ಮಾಜಿ ಶಾಸಕರು, ಮಹಿಳಾ ಮೋರ್ಚಾ ಅಧ್ಯಕ್ಷರು, ಯುವ ಮೋರ್ಚಾ ಪದಾಧಿಕಾರಿಗಳು, ಪಾಲಿಕೆ ಮಾಜಿ ಸದಸ್ಯರು, ಮುಖಂಡರು ಸೇರಿದಂತೆ ಅಪಾರ ಸಂಖ್ಯೆಯ ಕಾರ್ಯಕರ್ತರು ಭಾಗವಹಿಸಿದ್ದರು. [482, 810, 686, 835]
rule-cet [20, 1288, 248, 1289]
girish-text1: ಧರ್ಮಸ್ಥಳದಲ್ಲಿ ತಿಮರೋಡಿ ಅವರ ಮನೆಯಲ್ಲಿ ಪತ್ತೆಯಾದ ಶಸ್ತ್ರಾಸ್ತ್ರಗಳ ಸಂಬಂಧ ದಾಖಲಾಗಿರುವ ಪ್ರಕರಣದಲ್ಲಿ ಗಿರೀಶ್ ಮಟ್ಟಣ್ಣನವರ್ ವಿಚಾರಣೆಗೆ ಹಾಜರಾದರು. ಪೊಲೀಸರ ನೋಟಿಸ್ ಹಿನ್ನೆಲೆಯಲ್ಲಿ ಠಾಣೆಗೆ ಆಗಮಿಸಿದ ಅವರನ್ನು ಅಧಿಕಾರಿಗಳು ಸುದೀರ್ಘ ವಿಚಾರಣೆಗೆ ಒಳಪಡಿಸಿದರು. ಪ್ರಕರಣದಲ್ಲಿ ಹಲವರಿಗೆ ನೋಟಿಸ್ ನೀಡಲಾಗಿದ್ದು, ತನಿಖೆ ಮುಂದುವರಿದಿದೆ. ಹೇಳಿಕೆ ದಾಖಲಿಸಿಕೊಂಡ ಪೊಲೀಸರು ಅಗತ್ಯವಿದ್ದಲ್ಲಿ ಮತ್ತೆ ವಿಚಾರಣೆಗೆ ಕರೆಯುವುದಾಗಿ ತಿಳಿಸಿದ್ದಾರೆ. [606, 1048, 756, 1115]
rule-col-right [698, 92, 699, 992]
dharmasthala-col1: ●ಸುದ್ದಿಮೂಲ ವಾರ್ತೆ, ತುಮಕೂರು, ಆ.22: ಧರ್ಮಸ್ಥಳ ಹಾಗೂ ಧರ್ಮಾಧಿಕಾರಿಗಳ ವಿರುದ್ಧ ನಡೆಯುತ್ತಿರುವ ನಿರಂತರ ಅಪಪ್ರಚಾರವನ್ನು ಖಂಡಿಸಿ, ಕಿಡಿಗೇಡಿಗಳ ವಿರುದ್ಧ ಕಾನೂನು ಕ್ರಮ ಕೈಗೊಳ್ಳುವಂತೆ ಒತ್ತಾಯಿಸಿ ಜಿಲ್ಲಾ ಬಿಜೆಪಿ ವತಿಯಿಂದ ನಗರದಲ್ಲಿ ಬೃಹತ್ ಪ್ರತಿಭಟನೆ ನಡೆಯಿತು. ನಗರದ ಟೌನ್ ಹಾಲ್ ವೃತ್ತದಿಂದ ಜಿಲ್ಲಾಧಿಕಾರಿ ಕಚೇರಿವರೆಗೆ ಮೆರವಣಿಗೆ ನಡೆಸಿದ ಕಾರ್ಯಕರ್ತರು ರಾಜ್ಯ ಸರ್ಕಾರದ ವಿರುದ್ಧ ಘೋಷಣೆ ಕೂಗಿದರು. ಧಾರ್ಮಿಕ ಕ್ಷೇತ್ರದ ಪಾವಿತ್ರ್ಯತೆಗೆ ಧಕ್ಕೆ ತರುವ ಪ್ರಯತ್ನ ನಡೆಯುತ್ತಿದೆ. ಸರ್ಕಾರ ಈ ಕುರಿತು ಸಮಗ್ರ ತನಿಖೆ ನಡೆಸಬೇಕು ಎಂದು ಮುಖಂಡರು ಆಗ್ರಹಿಸಿದರು. ಸಂಸದರು, ಶಾಸಕರು ಸೇರಿದಂತೆ ಸಾವಿರಾರು ಕಾರ್ಯಕರ್ತರು ಪಾಲ್ಗೊಂಡಿದ್ದರು. [262, 712, 476, 770]
meeting-people [261, 191, 481, 219]
lake-byline: ಸುದ್ದಿಮೂಲ ವಾರ್ತೆ, ಹೊಸಕೋಟೆ, ಆ.22: [268, 534, 364, 542]
rule-mid [256, 1004, 932, 1005]
tailors-photo [262, 1068, 584, 1252]
ganesha-kicker: ಸಂಪೂರ್ಣ ಪ್ಲಾಸ್ಟಿಕ್ ರಹಿತ ಹಬ್ಬಕ್ಕೆ ಒತ್ತು [20, 92, 197, 108]
meeting-photo [220, 160, 520, 262]
lake-headline: ನೆನೆಗುದಿಗೆ ಬಿದ್ದ ಕೆರೆ, ಕಾಲುವೆ ಒತ್ತುವರಿ ತೆರವು [293, 399, 655, 427]
narayanaguru-headline-2: ನಾರಾಯಣ ಗುರು ನಿರಂತರ ಹೋರಾಟ [54, 870, 212, 885]
memorandum-photo [706, 140, 930, 234]
bullet-icon [513, 62, 519, 68]
bullet-icon [427, 48, 433, 54]
date-block [832, 44, 900, 70]
girish-headline: ವಿಚಾರಣೆಗೆ ಹಾಜರಾದ ಗಿರೀಶ್ ಮಟ್ಟಣ್ಣನವರ್ [652, 1018, 886, 1037]
jayanti-people [23, 915, 247, 951]
quote-box-2 [482, 522, 688, 604]
karahalli-headline-2: ಗ್ರಾಮಗಳಿಗೆ ನಲ ನೀರಿಗೆ ಚಾಲನೆ [52, 402, 214, 421]
crowd [23, 565, 247, 615]
tree-line [263, 461, 477, 471]
bullet-icon [463, 62, 469, 68]
rule-col-left [250, 376, 251, 1004]
karahalli-col: ●ಸುದ್ದಿಮೂಲ ವಾರ್ತೆ, ಹೊಸಕೋಟೆ, ಆ.22 ಜಲ ಜೀವನ್ ಮಿಷನ್ ಯೋಜನೆಯ ಅಡಿಯಲ್ಲಿ ಪ್ರತಿ ಮನೆಗೆ ನಲ್ಲಿ ನೀರು ಸಂಪರ್ಕ ಕಲ್ಪಿಸುವ ಕಾರ್ಯಕ್ರಮಕ್ಕೆ ಜಿಲ್ಲಾ ಪಂಚಾಯಿತಿ ಅಧಿಕಾರಿಗಳು ಚಾಲನೆ ನೀಡಿದರು. ಗ್ರಾಮೀಣ ಪ್ರದೇಶಗಳಲ್ಲಿ ಕುಡಿಯುವ ನೀರಿನ ಸಮಸ್ಯೆ ನಿವಾರಿಸಲು ಈ ಯೋಜನೆ ಸಹಕಾರಿಯಾಗಲಿದೆ. ಗ್ರಾಮಸ್ಥರು ನೀರನ್ನು ಮಿತವಾಗಿ ಬಳಸಬೇಕು ಎಂದರು. [22, 428, 246, 461]
protest-crowd [483, 747, 687, 803]
lake-photo [262, 434, 478, 532]
group-people [707, 159, 929, 219]
injustice-text: ಒಳ ಮೀಸಲಾತಿ ಕುರಿತಂತೆ ಸಚಿವ ಸಂಪುಟದ ತೀರ್ಮಾನದಲ್ಲಿ ಅಲೆಮಾರಿ 59 ಸಮುದಾಯಗಳಿಗೆ ಆಗಿರುವ ಅನ್ಯಾಯವನ್ನು ಸರಿಪಡಿಸುವಂತೆ ಒತ್ತಾಯಿಸಿ ಕೊರಚ, ಕೊರಮ ಮತ್ತು ಅಲೆಮಾರಿ ಸಮುದಾಯಗಳ ಮುಖಂಡರು ಜಿಲ್ಲಾಧಿಕಾರಿಗಳ ಮೂಲಕ ಮುಖ್ಯಮಂತ್ರಿಗಳಿಗೆ ಮನವಿ ಸಲ್ಲಿಸಿದರು. ಸಮಿತಿಯ ಅಧ್ಯಕ್ಷ ಡಾ.ಸ್ಲೆ.ಟಿ.ಅಂಜಿನಪ್ಪ ಮಾತನಾಡಿ, ನ್ಯಾಯಮೂರ್ತಿ ನಾಗಮೋಹನ್ ದಾಸ್ ವರದಿಯಲ್ಲಿ ಅಲೆಮಾರಿಗಳಿಗೆ ಪ್ರತ್ಯೇಕ ಶೇ.1 ಮೀಸಲಾತಿ ನಿಗದಿ ಮಾಡಲಾಗಿತ್ತು. ಆದರೆ ಸಚಿವ ಸಂಪುಟ ಸಭೆಯಲ್ಲಿ ಅಲೆಮಾರಿ ಸಮುದಾಯಗಳನ್ನು ಪ್ರವರ್ಗ ಸಿ ಗುಂಪಿಗೆ ಸೇರಿಸಿ ಅನ್ಯಾಯ ಮಾಡಲಾಗಿದೆ. ಸಾಮಾಜಿಕ, ಆರ್ಥಿಕ, ಶೈಕ್ಷಣಿಕವಾಗಿ ಅತ್ಯಂತ ಹಿಂದುಳಿದಿರುವ ನಮ್ಮ ಸಮುದಾಯಗಳಿಗೆ ನ್ಯಾಯ ದೊರಕಿಸಿಕೊಡಬೇಕು ಎಂದರು. ಈ ಗುಂಪಿನಲ್ಲಿ ಕಡಿಮೆ ಹಿಂದುಳಿದ ಸಮುದಾಯಗಳು ಇರುವುದರಿಂದ ಅಲೆಮಾರಿಗಳು ಸ್ಪರ್ಧಿಸಲು ಸಾಧ್ಯವಾಗುವುದಿಲ್ಲ. ಆದ್ದರಿಂದ ಪ್ರತ್ಯೇಕ ಮೀಸಲಾತಿ ನೀಡಬೇಕು ಎಂದು ಆಗ್ರಹಿಸಿದರು. ಕೊರಚ, ಕೊರಮ, ಕುಳುವ, ದೊಂಬರ, ಸುಡುಗಾಡು ಸಿದ್ಧ, ಹಂದಿಜೋಗಿ ಸೇರಿದಂತೆ ಹಲವು ಸಮುದಾಯಗಳ ಮುಖಂಡರು ಪ್ರತಿಭಟನೆಯಲ್ಲಿ ಭಾಗವಹಿಸಿದ್ದರು. ಈ ಸಂದರ್ಭದಲ್ಲಿ ಸಮಿತಿಯ ಪದಾಧಿಕಾರಿಗಳು, ಮುಖಂಡರಾದ ರಂಗನಾಥ್, ಹನುಮಂತರಾಜು, ಗಂಗಣ್ಣ, ಮಂಜುನಾಥ್, ನರಸಿಂಹಮೂರ್ತಿ, ತಿಮ್ಮಯ್ಯ, ದೊಡ್ಡರಂಗಯ್ಯ, ಲಕ್ಷ್ಮಮ್ಮ, ನಾಗರಾಜು, ಶಿವಣ್ಣ ಸೇರಿದಂತೆ ಹಲವರು ಉಪಸ್ಥಿತರಿದ್ದರು. [706, 238, 928, 346]
helpline-byline: ಸುದ್ದಿಮೂಲ ವಾರ್ತೆ, ತುಮಕೂರು, ಆ.22: [614, 1250, 717, 1258]
twitter-link[interactable]: twitter.com/@suddimoola22 [675, 60, 788, 69]
bullet-icon [505, 48, 511, 54]
helpline-col1: ●ಸುದ್ದಿಮೂಲ ವಾರ್ತೆ, ತುಮಕೂರು, ಆ.22: ಮಹಿಳಾ ದೌರ್ಜನ್ಯಕ್ಕೆ ಸಂಬಂಧಿಸಿದಂತೆ ದೂರುಗಳನ್ನು ಸ್ವೀಕರಿಸಲು ಸಹಾಯವಾಣಿ ಸಂಖ್ಯೆ 181 ದಿನದ 24 ಗಂಟೆಯೂ ಕಾರ್ಯನಿರ್ವಹಿಸಬೇಕು ಎಂದು ಜಿಲ್ಲಾಧಿಕಾರಿ ಅಧಿಕಾರಿಗಳಿಗೆ ಸೂಚಿಸಿದರು. ನಗರದ ಜಿಲ್ಲಾಧಿಕಾರಿ ಕಚೇರಿಯಲ್ಲಿ ನಡೆದ ಸಭೆಯಲ್ಲಿ ಮಾತನಾಡಿದ ಅವರು, ದೂರು ಬಂದ ತಕ್ಷಣ ಸ್ಪಂದಿಸಿ ಸೂಕ್ತ ಕ್ರಮ ಕೈಗೊಳ್ಳಬೇಕು. ಸಂತ್ರಸ್ತರಿಗೆ ಕಾನೂನು ನೆರವು, ಆಪ್ತ ಸಮಾಲೋಚನೆ ಒದಗಿಸಬೇಕು ಎಂದರು. ಮಹಿಳೆಯರ ಸುರಕ್ಷತೆಗೆ ಆದ್ಯತೆ ನೀಡಬೇಕು ಎಂದು ತಿಳಿಸಿದರು. [606, 1250, 766, 1308]
quote1-author: - ಸೋಮಶೇಖರ್ ತಾಲೂಕು ದಂಡಾಧಿಕಾರಿಗಳು, ಹೊಸಕೋಟೆ. [519, 493, 649, 501]
cet-text: ಕರ್ನಾಟಕ ರಾಜ್ಯ ಸಹಾಯಕ ಪ್ರಾಧ್ಯಾಪಕರ ಅರ್ಹತಾ ಪರೀಕ್ಷೆ (ಕೆಸೆಟ್-25) ನ.2 ರಂದು ನಡೆಯಲಿದ್ದು, ಆ.28 ರಿಂದ ಅರ್ಜಿ ಸಲ್ಲಿಕೆ ಆರಂಭವಾಗಲಿದೆ ಎಂದು ಕರ್ನಾಟಕ ಪರೀಕ್ಷಾ ಪ್ರಾಧಿಕಾರದ ಕಾರ್ಯನಿರ್ವಾಹಕ ನಿರ್ದೇಶಕ ಎಚ್.ಪ್ರಸನ್ನ ತಿಳಿಸಿದ್ದಾರೆ. ಅರ್ಜಿ ಸಲ್ಲಿಸಲು ಸೆ.18 ಕೊನೆಯ ದಿನವಾಗಿದ್ದು, ಶುಲ್ಕ ಪಾವತಿಗೆ ಸೆ.19 ರವರೆಗೆ ಅವಕಾಶವಿದೆ. ಆಸಕ್ತರು ವೆಬ್ ಸೈಟ್: https://cetonline.karnataka.gov.in/kea/ ಮೂಲಕ ಅರ್ಜಿ ಸಲ್ಲಿಸಬಹುದು. ಒಟ್ಟು 33 ವಿಷಯಗಳಿಗೆ ಪರೀಕ್ಷೆ ನಡೆಯಲಿದೆ ಎಂದು ಅವರು ತಿಳಿಸಿದ್ದಾರೆ. [22, 1354, 246, 1404]
rangoli [93, 625, 183, 665]
injustice-headline-1: ಅಲೆಮಾರಿಗಳಿಗಾಗಿರುವ ಅನ್ಯಾಯ [738, 96, 894, 114]
lake-kicker-text: ಹೈಕೋರ್ಟ್ ಆದೇಶಕ್ಕಿಲ್ಲ ಬೆಲೆ! [266, 383, 375, 396]
rule-girish [606, 1204, 932, 1205]
facebook-icon [664, 47, 672, 55]
tailors-text1: ಟೈಲರ್ ಮತ್ತು ಕಸೂತಿ ಕೆಲಸಗಾರರ ಸಂಘದಲ್ಲಿ ಉಂಟಾಗಿದ್ದ ಗೊಂದಲಗಳಿಗೆ ತೆರೆ ಎಳೆಯಲಾಗಿದ್ದು, ಸಂಘದ ನಿಯಮಗಳಿಗೆ ಬದ್ಧರಾಗಿ ಕಾರ್ಯನಿರ್ವಹಿಸಲಾಗುವುದು ಎಂದು ಅಧ್ಯಕ್ಷೆ ರಾಧ ಧನರಾಜ್ ತಿಳಿಸಿದರು. ನಗರದಲ್ಲಿ ನಡೆದ ಸಭೆಯಲ್ಲಿ ಮಾತನಾಡಿದ ಅವರು, ಸದಸ್ಯರ ಹಿತರಕ್ಷಣೆಯೇ ಸಂಘದ ಮುಖ್ಯ ಉದ್ದೇಶ. ಸರ್ಕಾರದ ಸೌಲಭ್ಯಗಳನ್ನು ಸದಸ್ಯರಿಗೆ ತಲುಪಿಸುವ ಕೆಲಸ ಮಾಡಲಾಗುವುದು. ಕಾರ್ಮಿಕ ಇಲಾಖೆಯ ಯೋಜನೆಗಳ ಬಗ್ಗೆ ಅರಿವು ಮೂಡಿಸಲಾಗುವುದು ಎಂದರು. [262, 1254, 458, 1304]
